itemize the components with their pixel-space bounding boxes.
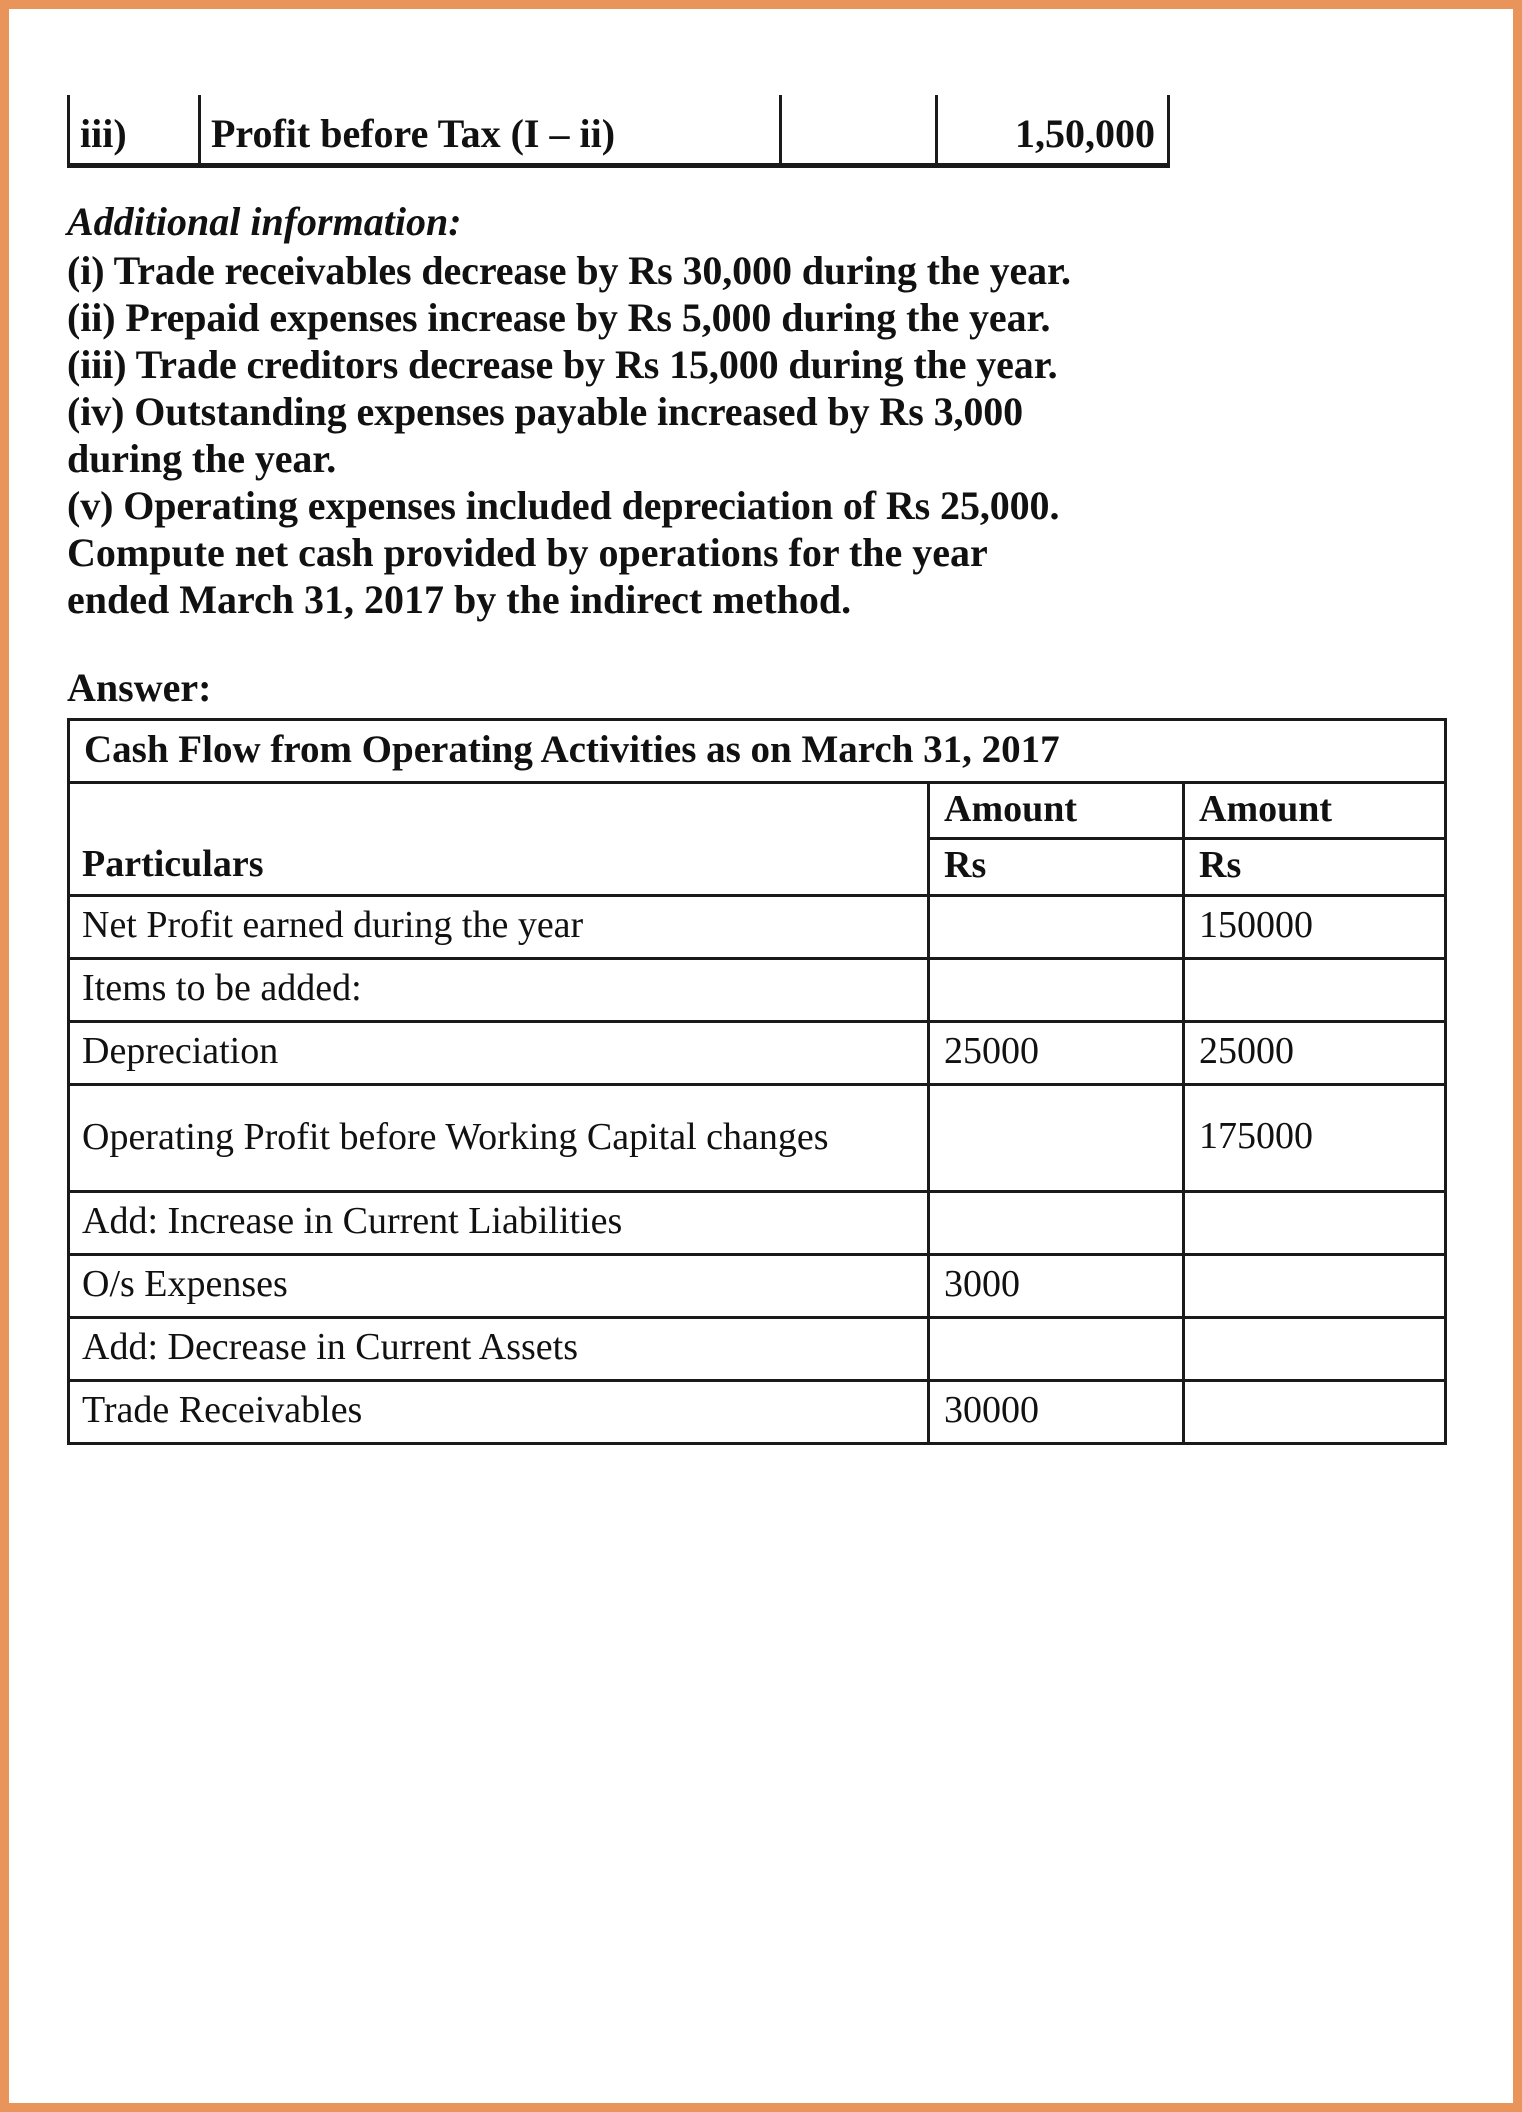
table-row [69, 1192, 1446, 1255]
row-amount-2: 1,50,000 [937, 95, 1169, 166]
additional-info-item-2: (ii) Prepaid expenses increase by Rs 5,000 during the year. [67, 295, 1051, 341]
cell-amount-1: 25000 [929, 1022, 1184, 1085]
additional-info-item-4: (iv) Outstanding expenses payable increased by Rs 3,000 during the year. [67, 389, 1024, 482]
table-row [69, 1255, 1446, 1318]
cash-flow-answer-table [67, 718, 1447, 1446]
additional-info-item-1: (i) Trade receivables decrease by Rs 30,000 during the year. [67, 248, 1071, 294]
cell-amount-1 [929, 1318, 1184, 1381]
table-title-row [69, 719, 1446, 782]
column-header-amount-1-line2: Rs [929, 839, 1184, 896]
cell-amount-1 [929, 896, 1184, 959]
cell-amount-1 [929, 959, 1184, 1022]
cell-amount-2: 25000 [1184, 1022, 1446, 1085]
cell-amount-1 [929, 1085, 1184, 1192]
cell-amount-2: 150000 [1184, 896, 1446, 959]
cell-amount-1: 3000 [929, 1255, 1184, 1318]
column-header-amount-1-line1: Amount [929, 782, 1184, 839]
column-header-amount-2-line2: Rs [1184, 839, 1446, 896]
table-row [69, 896, 1446, 959]
cell-amount-2: 175000 [1184, 1085, 1446, 1192]
cell-particulars: Depreciation [69, 1022, 929, 1085]
column-header-amount-2-line1: Amount [1184, 782, 1446, 839]
cell-amount-2 [1184, 1381, 1446, 1444]
cell-particulars: Trade Receivables [69, 1381, 929, 1444]
row-amount-1 [781, 95, 937, 166]
table-row [69, 959, 1446, 1022]
additional-info-item-5: (v) Operating expenses included depreciation of Rs 25,000. [67, 483, 1060, 529]
table-row [69, 95, 1169, 166]
cell-particulars: Items to be added: [69, 959, 929, 1022]
compute-instruction: Compute net cash provided by operations for the year ended March 31, 2017 by the indirect method. [67, 530, 987, 623]
cell-particulars: Net Profit earned during the year [69, 896, 929, 959]
cell-amount-2 [1184, 959, 1446, 1022]
cell-particulars: Add: Decrease in Current Assets [69, 1318, 929, 1381]
cell-amount-1: 30000 [929, 1381, 1184, 1444]
additional-information-heading: Additional information: [67, 199, 462, 244]
cell-amount-2 [1184, 1255, 1446, 1318]
profit-before-tax-table [67, 95, 1170, 168]
answer-table-title: Cash Flow from Operating Activities as on March 31, 2017 [69, 719, 1446, 782]
column-header-particulars: Particulars [69, 782, 929, 896]
cell-particulars: O/s Expenses [69, 1255, 929, 1318]
page-content [9, 9, 1513, 2103]
cell-amount-1 [929, 1192, 1184, 1255]
additional-info-item-3: (iii) Trade creditors decrease by Rs 15,000 during the year. [67, 342, 1058, 388]
table-row [69, 1381, 1446, 1444]
answer-label: Answer: [67, 664, 212, 710]
row-particular: Profit before Tax (I – ii) [200, 95, 781, 166]
cell-amount-2 [1184, 1192, 1446, 1255]
table-row [69, 1318, 1446, 1381]
row-serial-number: iii) [69, 95, 200, 166]
table-header-row-top [69, 782, 1446, 839]
cell-particulars: Add: Increase in Current Liabilities [69, 1192, 929, 1255]
cell-particulars: Operating Profit before Working Capital changes [69, 1085, 929, 1192]
table-row [69, 1022, 1446, 1085]
table-row [69, 1085, 1446, 1192]
additional-information-section [67, 198, 1097, 710]
cell-amount-2 [1184, 1318, 1446, 1381]
